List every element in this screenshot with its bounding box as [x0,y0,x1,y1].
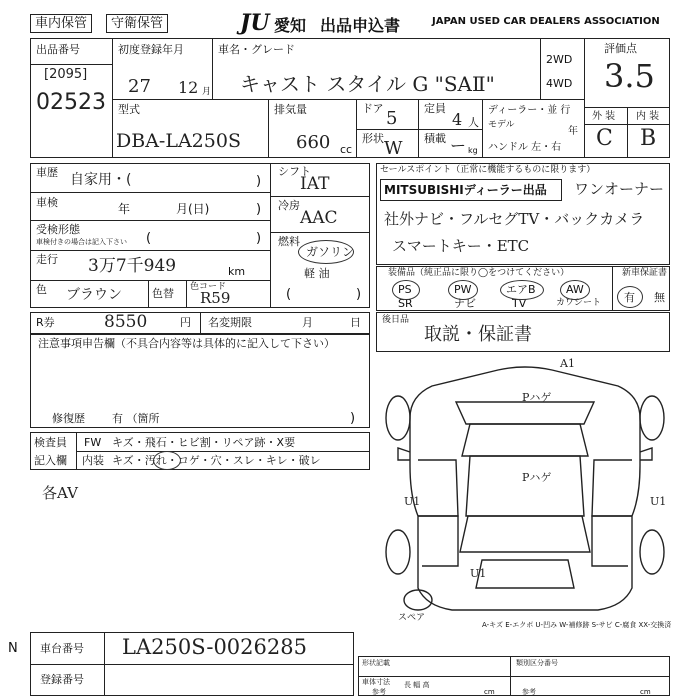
history-close: ) [256,174,262,189]
lot-number: 02523 [36,90,106,115]
org-name: 愛知 [274,16,307,35]
damage-mark-p-roof: Pハゲ [522,471,552,484]
damage-mark-u1-left: U1 [404,495,421,508]
stain-mark-circle [153,451,181,470]
association-name: JAPAN USED CAR DEALERS ASSOCIATION [432,16,660,27]
interior-label: 内 装 [636,111,660,122]
equip-sr[interactable]: SR [398,297,413,310]
equip-pw[interactable]: PW [454,283,472,296]
fuel-label: 燃料 [278,235,300,248]
acceptance-label: 受検形態 [36,223,80,236]
fuel-value: ガソリン [306,245,355,259]
exterior-label: 外 装 [592,111,616,122]
equip-tv[interactable]: TV [512,297,527,310]
tag-guard-storage: 守衛保管 [106,14,168,33]
lot-label: 出品番号 [36,43,80,56]
damage-legend: A-キズ E-エクボ U-凹み W-補修跡 S-サビ C-腐食 XX-交換済 [482,621,672,629]
notes-label: 注意事項申告欄（不具合内容等は具体的に記入して下さい） [38,337,335,350]
handle-label: ハンドル 左・右 [488,142,562,153]
inspection-month: 月(日) [176,202,210,216]
mileage-unit: km [228,265,246,278]
repair-close: ) [350,411,356,426]
color-value: ブラウン [66,287,122,303]
damage-mark-p-hood: Pハゲ [522,391,552,404]
body-size-label: 車体寸法 [362,678,390,686]
cc-unit: cc [340,143,353,156]
inspector-interior-label: 内装 [82,454,104,467]
acceptance-close: ) [256,231,262,246]
model-label: 型式 [118,103,140,116]
inspection-label: 車検 [36,196,58,209]
ac-value: AAC [300,208,338,228]
capacity-label: 定員 [424,102,446,115]
load-label: 積載 [424,132,446,145]
equip-navi[interactable]: ナビ [454,297,476,310]
equip-airbag[interactable]: エアB [506,283,536,296]
extras-label: 後日品 [382,315,410,325]
history-value: 自家用・( [70,172,132,188]
acceptance-note: 車検付きの場合は記入下さい [36,238,127,246]
registration-no-label: 登録番号 [40,673,84,686]
shape-desc-label: 形状記載 [362,659,390,667]
inspector-fw-items: キズ・飛石・ヒビ割・リペア跡・X要 [112,436,296,449]
color-code-label: 色コード [190,282,227,292]
recycle-value: 8550 [104,312,148,332]
recycle-unit: 円 [180,316,191,329]
sales-one-owner: ワンオーナー [574,180,665,198]
registration-month: 12 [178,78,199,97]
damage-mark-u1-rear: U1 [470,567,487,580]
inspector-label-1: 検査員 [34,436,67,449]
name-change-day: 日 [350,316,361,329]
warranty-no[interactable]: 無 [654,291,665,304]
recycle-label: R券 [36,316,55,329]
category-label: 類別区分番号 [516,659,558,667]
mileage-label: 走行 [36,253,58,266]
inspector-fw-label: FW [84,436,102,449]
car-name-value: キャスト スタイル G "SAⅡ" [240,72,495,96]
sales-line-3: スマートキー・ETC [392,237,530,255]
spare-label: スペア [398,613,426,623]
displacement-label: 排気量 [274,103,307,116]
equip-ps[interactable]: PS [398,283,412,296]
fuel-circle [298,240,354,264]
acceptance-open: ( [146,231,152,246]
registration-month-unit: 月 [202,87,212,97]
shape-value: W [384,138,403,159]
score-label: 評価点 [604,42,637,55]
registration-label: 初度登録年月 [118,43,184,56]
equip-leather-seat[interactable]: カワシート [556,298,602,308]
doors-value: 5 [386,108,398,129]
name-change-month: 月 [302,316,313,329]
load-value: ー [450,136,467,155]
equip-airbag-circle [500,280,544,300]
mileage-value: 3万7千949 [88,256,177,276]
cm-unit-2: cm [640,688,651,696]
interior-grade: B [640,126,657,151]
inspection-year: 年 [118,202,131,216]
inspection-close: ) [256,202,262,217]
drive-4wd: 4WD [546,77,573,90]
damage-mark-a1: A1 [560,357,575,370]
sales-points-label: セールスポイント（正常に機能するものに限ります） [380,165,596,175]
size-note: 長 幅 高 [404,681,430,689]
load-unit: kg [468,146,478,155]
mitsubishi-dealer-text: MITSUBISHIディーラー出品 [384,183,547,197]
warranty-label: 新車保証書 [622,268,668,278]
reference-label: 参考 [372,688,386,696]
tag-indoor-storage: 車内保管 [30,14,92,33]
fuel-open: ( [286,287,292,302]
repair-label: 修復歴 [52,412,85,425]
shift-label: シフト [278,165,311,178]
color-label: 色 [36,283,47,296]
chassis-value: LA250S-0026285 [122,635,307,659]
model-year-label: モデル [488,120,515,130]
sales-line-2: 社外ナビ・フルセグTV・バックカメラ [384,210,645,228]
reference-label-2: 参考 [522,688,536,696]
equip-ps-circle [392,280,420,300]
registration-year: 27 [128,76,151,97]
doors-label: ドア [362,102,384,115]
score-value: 3.5 [604,57,655,95]
damage-mark-u1-right: U1 [650,495,667,508]
name-change-label: 名変期限 [208,316,252,329]
car-name-label: 車名・グレード [218,43,295,56]
inspector-handwritten: 各AV [42,484,78,502]
lot-bracket-number: [2095] [44,67,88,82]
shape-label: 形状 [362,132,384,145]
capacity-unit: 人 [468,116,479,129]
color-replaced-label: 色替 [152,287,174,300]
inspector-interior-items: キズ・汚れ・コゲ・穴・スレ・キレ・破レ [112,454,321,467]
equipment-label: 装備品（純正品に限り◯をつけてください） [388,268,570,278]
capacity-value: 4 [452,110,463,129]
displacement-value: 660 [296,132,331,153]
extras-value: 取説・保証書 [424,324,532,345]
equip-aw[interactable]: AW [566,283,584,296]
cm-unit-1: cm [484,688,495,696]
repair-value: 有 （箇所 [112,412,160,425]
warranty-yes[interactable]: 有 [624,291,635,304]
warranty-yes-circle [617,286,643,308]
ju-logo: JU [240,10,270,36]
drive-2wd: 2WD [546,53,573,66]
shift-value: IAT [300,174,330,194]
model-year-unit: 年 [568,126,578,137]
dealer-import-label: ディーラー・並 行 [488,105,571,116]
history-label: 車歴 [36,166,58,179]
exterior-grade: C [596,126,613,151]
side-letter: N [8,641,18,656]
equip-pw-circle [448,280,478,300]
fuel-close: ) [356,287,362,302]
equip-aw-circle [560,280,590,300]
model-value: DBA-LA250S [116,130,241,152]
ac-label: 冷房 [278,199,300,212]
color-code-value: R59 [200,289,231,307]
fuel-alt: 軽 油 [304,267,330,280]
inspector-label-2: 記入欄 [34,454,67,467]
page-title: 出品申込書 [320,16,401,35]
chassis-label: 車台番号 [40,642,84,655]
